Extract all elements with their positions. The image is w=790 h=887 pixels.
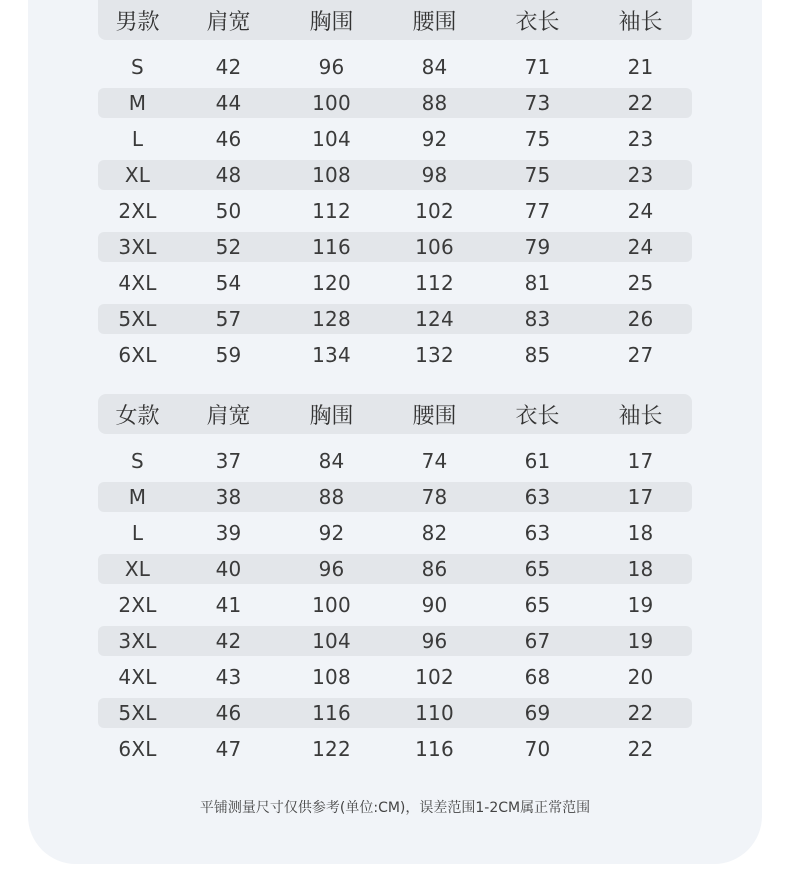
- value-cell: 22: [627, 737, 654, 761]
- value-cell: 122: [312, 737, 351, 761]
- value-cell: 116: [312, 701, 351, 725]
- value-cell: 21: [627, 55, 654, 79]
- header-chest: 胸围: [309, 9, 354, 35]
- value-cell: 52: [215, 235, 242, 259]
- size-cell: 2XL: [118, 593, 157, 617]
- value-cell: 23: [627, 163, 654, 187]
- table-row: [98, 734, 692, 764]
- header-sleeve: 袖长: [618, 9, 663, 35]
- size-cell: XL: [124, 163, 151, 187]
- header-length: 衣长: [515, 9, 560, 35]
- value-cell: 100: [312, 91, 351, 115]
- value-cell: 44: [215, 91, 242, 115]
- value-cell: 83: [524, 307, 551, 331]
- value-cell: 46: [215, 701, 242, 725]
- value-cell: 18: [627, 557, 654, 581]
- value-cell: 19: [627, 593, 654, 617]
- table-row: [98, 626, 692, 656]
- value-cell: 50: [215, 199, 242, 223]
- value-cell: 46: [215, 127, 242, 151]
- value-cell: 71: [524, 55, 551, 79]
- value-cell: 26: [627, 307, 654, 331]
- women-title: 女款: [115, 403, 160, 429]
- size-cell: M: [128, 91, 147, 115]
- table-row: [98, 446, 692, 476]
- value-cell: 110: [415, 701, 454, 725]
- value-cell: 41: [215, 593, 242, 617]
- value-cell: 134: [312, 343, 351, 367]
- value-cell: 65: [524, 593, 551, 617]
- value-cell: 47: [215, 737, 242, 761]
- table-row: [98, 590, 692, 620]
- value-cell: 81: [524, 271, 551, 295]
- value-cell: 90: [421, 593, 448, 617]
- value-cell: 120: [312, 271, 351, 295]
- value-cell: 68: [524, 665, 551, 689]
- value-cell: 85: [524, 343, 551, 367]
- size-cell: S: [131, 55, 144, 79]
- value-cell: 17: [627, 485, 654, 509]
- value-cell: 112: [312, 199, 351, 223]
- value-cell: 63: [524, 485, 551, 509]
- size-cell: 4XL: [118, 271, 157, 295]
- size-cell: 6XL: [118, 737, 157, 761]
- value-cell: 112: [415, 271, 454, 295]
- value-cell: 84: [421, 55, 448, 79]
- table-row: [98, 482, 692, 512]
- size-cell: L: [131, 127, 144, 151]
- value-cell: 74: [421, 449, 448, 473]
- value-cell: 92: [421, 127, 448, 151]
- value-cell: 132: [415, 343, 454, 367]
- size-cell: 2XL: [118, 199, 157, 223]
- value-cell: 27: [627, 343, 654, 367]
- value-cell: 75: [524, 163, 551, 187]
- measurement-note: 平铺测量尺寸仅供参考(单位:CM)，误差范围1-2CM属正常范围: [199, 800, 591, 816]
- value-cell: 75: [524, 127, 551, 151]
- size-cell: 3XL: [118, 629, 157, 653]
- table-row: [98, 554, 692, 584]
- value-cell: 43: [215, 665, 242, 689]
- value-cell: 42: [215, 55, 242, 79]
- size-cell: 4XL: [118, 665, 157, 689]
- value-cell: 70: [524, 737, 551, 761]
- table-row: [98, 698, 692, 728]
- table-row: [98, 124, 692, 154]
- value-cell: 96: [318, 557, 345, 581]
- value-cell: 102: [415, 665, 454, 689]
- value-cell: 24: [627, 235, 654, 259]
- value-cell: 128: [312, 307, 351, 331]
- header-length: 衣长: [515, 403, 560, 429]
- value-cell: 23: [627, 127, 654, 151]
- value-cell: 124: [415, 307, 454, 331]
- value-cell: 25: [627, 271, 654, 295]
- value-cell: 42: [215, 629, 242, 653]
- size-cell: 5XL: [118, 307, 157, 331]
- value-cell: 79: [524, 235, 551, 259]
- table-row: [98, 340, 692, 370]
- value-cell: 22: [627, 91, 654, 115]
- size-cell: 3XL: [118, 235, 157, 259]
- value-cell: 116: [415, 737, 454, 761]
- value-cell: 88: [421, 91, 448, 115]
- value-cell: 116: [312, 235, 351, 259]
- value-cell: 19: [627, 629, 654, 653]
- value-cell: 73: [524, 91, 551, 115]
- size-cell: S: [131, 449, 144, 473]
- value-cell: 39: [215, 521, 242, 545]
- value-cell: 17: [627, 449, 654, 473]
- value-cell: 48: [215, 163, 242, 187]
- header-shoulder: 肩宽: [206, 403, 251, 429]
- men-title: 男款: [115, 9, 160, 35]
- table-row: [98, 196, 692, 226]
- value-cell: 57: [215, 307, 242, 331]
- men-rows: [98, 52, 692, 370]
- value-cell: 77: [524, 199, 551, 223]
- value-cell: 86: [421, 557, 448, 581]
- value-cell: 88: [318, 485, 345, 509]
- value-cell: 102: [415, 199, 454, 223]
- value-cell: 100: [312, 593, 351, 617]
- header-waist: 腰围: [412, 403, 457, 429]
- value-cell: 82: [421, 521, 448, 545]
- value-cell: 54: [215, 271, 242, 295]
- value-cell: 61: [524, 449, 551, 473]
- value-cell: 22: [627, 701, 654, 725]
- women-header-row: [98, 394, 692, 434]
- header-sleeve: 袖长: [618, 403, 663, 429]
- value-cell: 108: [312, 163, 351, 187]
- value-cell: 108: [312, 665, 351, 689]
- table-row: [98, 518, 692, 548]
- size-cell: 5XL: [118, 701, 157, 725]
- men-header-row: [98, 0, 692, 40]
- value-cell: 37: [215, 449, 242, 473]
- value-cell: 96: [421, 629, 448, 653]
- value-cell: 18: [627, 521, 654, 545]
- value-cell: 20: [627, 665, 654, 689]
- table-row: [98, 662, 692, 692]
- table-row: [98, 304, 692, 334]
- value-cell: 96: [318, 55, 345, 79]
- table-row: [98, 160, 692, 190]
- table-row: [98, 88, 692, 118]
- value-cell: 92: [318, 521, 345, 545]
- value-cell: 104: [312, 127, 351, 151]
- size-cell: XL: [124, 557, 151, 581]
- header-chest: 胸围: [309, 403, 354, 429]
- size-cell: L: [131, 521, 144, 545]
- header-waist: 腰围: [412, 9, 457, 35]
- value-cell: 104: [312, 629, 351, 653]
- table-row: [98, 232, 692, 262]
- table-row: [98, 268, 692, 298]
- size-cell: M: [128, 485, 147, 509]
- value-cell: 38: [215, 485, 242, 509]
- table-row: [98, 52, 692, 82]
- value-cell: 59: [215, 343, 242, 367]
- value-cell: 24: [627, 199, 654, 223]
- value-cell: 78: [421, 485, 448, 509]
- value-cell: 84: [318, 449, 345, 473]
- value-cell: 63: [524, 521, 551, 545]
- value-cell: 65: [524, 557, 551, 581]
- women-size-table: [98, 394, 692, 770]
- value-cell: 67: [524, 629, 551, 653]
- women-rows: [98, 446, 692, 764]
- value-cell: 69: [524, 701, 551, 725]
- men-size-table: [98, 0, 692, 376]
- value-cell: 40: [215, 557, 242, 581]
- value-cell: 106: [415, 235, 454, 259]
- header-shoulder: 肩宽: [206, 9, 251, 35]
- value-cell: 98: [421, 163, 448, 187]
- size-cell: 6XL: [118, 343, 157, 367]
